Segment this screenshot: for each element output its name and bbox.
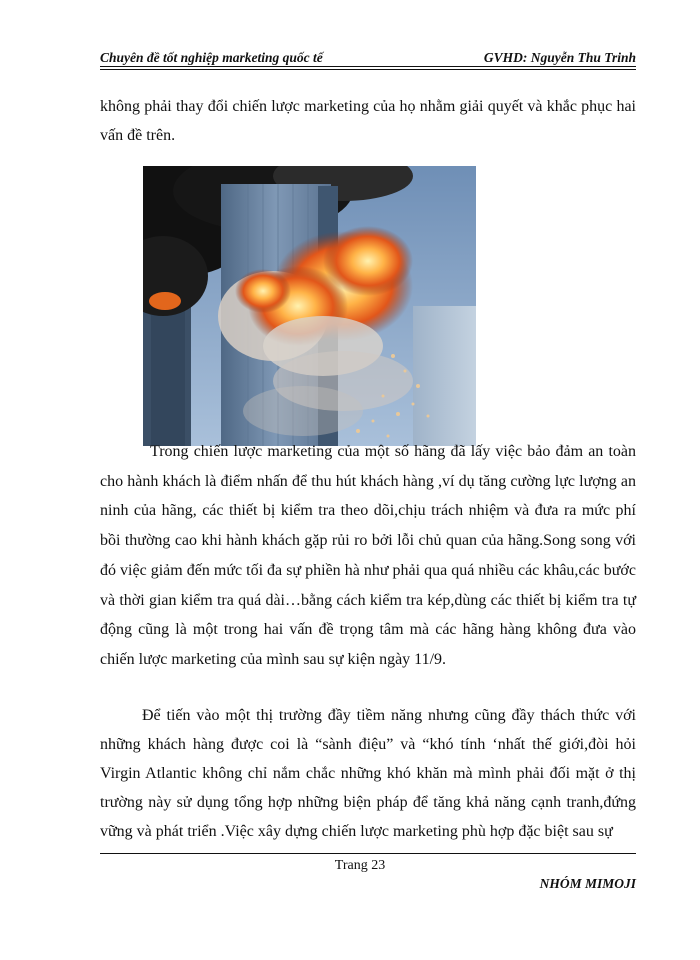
footer-rule (100, 853, 636, 854)
page-header (100, 44, 636, 66)
paragraph-1: không phải thay đổi chiến lược marketing của họ nhằm giải quyết và khắc phục hai vấn đề trên. (100, 98, 636, 144)
header-title: Chuyên đề tốt nghiệp marketing quốc tế (100, 50, 323, 65)
photo-burning-tower (143, 166, 476, 446)
paragraph-2: Trong chiến lược marketing của một số hãng đã lấy việc bảo đảm an toàn cho hành khách là điểm nhấn để thu hút khách hàng ,ví dụ tăng cường lực lượng an ninh của hãng, các thiết bị kiểm tra theo dõi,chịu trách nhiệm và đưa ra mức phí bồi thường cao khi hành khách gặp rủi ro bởi lỗi chủ quan của hãng.Song song với đó việc giảm đến mức tối đa sự phiền hà như phải qua quá nhiều các khâu,các bước và thời gian kiểm tra quá dài…bằng cách kiểm tra kép,dùng các thiết bị kiểm tra tự động cũng là một trong hai vấn đề trọng tâm mà các hãng hàng không đưa vào chiến lược marketing của mình sau sự kiện ngày 11/9. (100, 443, 636, 668)
header-advisor: GVHD: Nguyễn Thu Trinh (483, 50, 636, 65)
header-rule (100, 66, 636, 67)
header-rule-thin (100, 69, 636, 70)
footer-group-name: NHÓM MIMOJI (539, 876, 636, 891)
page-number: Trang 23 (334, 858, 386, 873)
paragraph-3: Để tiến vào một thị trường đầy tiềm năng nhưng cũng đầy thách thức với những khách hàng được coi là “sành điệu” và “khó tính ‘nhất thế giới,đòi hỏi Virgin Atlantic không chỉ nắm chắc những khó khăn mà mình phải đối mặt ở thị trường này sử dụng tổng hợp những biện pháp để tăng khả năng cạnh tranh,đứng vững và phát triển .Việc xây dựng chiến lược marketing phù hợp đặc biệt sau sự (100, 707, 636, 840)
